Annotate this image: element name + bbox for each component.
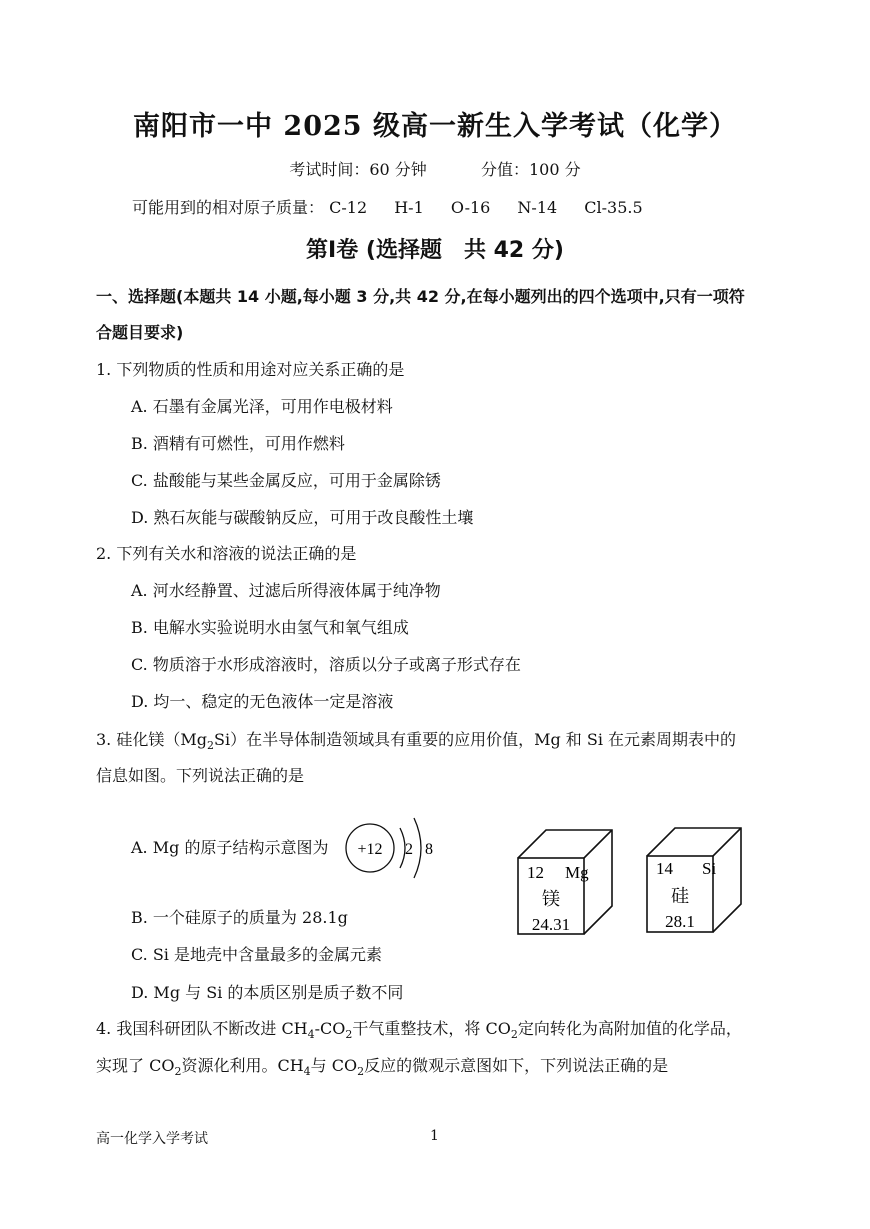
- q3-option-c: C. Si 是地壳中含量最多的金属元素: [131, 945, 383, 964]
- question-1-stem: 1. 下列物质的性质和用途对应关系正确的是: [96, 360, 405, 379]
- shell-arc-2: [414, 818, 421, 878]
- mg-symbol: Mg: [565, 863, 589, 882]
- shell-2-electrons: 8: [425, 841, 433, 858]
- q4-text-6: 资源化利用。CH: [181, 1056, 304, 1075]
- q3-option-d: D. Mg 与 Si 的本质区别是质子数不同: [131, 983, 404, 1002]
- mg-atom-structure-diagram: [338, 810, 448, 886]
- q3-stem-sub: 2: [206, 739, 214, 753]
- q3-stem-suffix: Si）在半导体制造领域具有重要的应用价值，Mg 和 Si 在元素周期表中的: [213, 730, 737, 749]
- q4-text-4: 定向转化为高附加值的化学品，: [517, 1019, 742, 1038]
- q2-option-c: C. 物质溶于水形成溶液时，溶质以分子或离子形式存在: [131, 655, 521, 674]
- section-title: 第Ⅰ卷 (选择题 共 42 分): [306, 238, 564, 263]
- q4-sub-4: 2: [174, 1065, 182, 1079]
- q4-sub-3: 2: [510, 1028, 518, 1042]
- q1-option-d: D. 熟石灰能与碳酸钠反应，可用于改良酸性土壤: [131, 508, 474, 527]
- atomic-masses-label: 可能用到的相对原子质量：: [132, 198, 325, 217]
- q4-text-1: 4. 我国科研团队不断改进 CH: [96, 1019, 308, 1038]
- q2-option-b: B. 电解水实验说明水由氢气和氧气组成: [131, 618, 409, 637]
- mg-atomic-number: 12: [527, 863, 544, 882]
- question-3-stem: [96, 727, 736, 752]
- q4-sub-2: 2: [345, 1028, 353, 1042]
- atomic-masses: [132, 195, 665, 218]
- q4-text-2: -CO: [314, 1019, 346, 1038]
- mg-atomic-mass: 24.31: [531, 915, 571, 934]
- exam-meta: [0, 157, 870, 180]
- question-2-stem: 2. 下列有关水和溶液的说法正确的是: [96, 544, 357, 563]
- mass-h: H-1: [394, 198, 424, 217]
- nucleus-charge: +12: [357, 841, 383, 858]
- mass-n: N-14: [517, 198, 558, 217]
- q4-sub-6: 2: [357, 1065, 365, 1079]
- si-atomic-mass: 28.1: [665, 912, 695, 931]
- q1-option-c: C. 盐酸能与某些金属反应，可用于金属除锈: [131, 471, 441, 490]
- q3-option-b: B. 一个硅原子的质量为 28.1g: [131, 908, 348, 927]
- exam-score: 分值：100 分: [481, 160, 581, 179]
- si-name: 硅: [671, 886, 689, 906]
- element-box-mg: [515, 826, 615, 938]
- q2-option-d: D. 均一、稳定的无色液体一定是溶液: [131, 692, 394, 711]
- exam-time: 考试时间：60 分钟: [289, 160, 427, 179]
- q4-sub-5: 4: [303, 1065, 311, 1079]
- q4-sub-1: 4: [307, 1028, 315, 1042]
- footer-page-number: 1: [430, 1128, 439, 1144]
- shell-1-electrons: 2: [405, 841, 413, 858]
- q4-text-8: 反应的微观示意图如下，下列说法正确的是: [364, 1056, 669, 1075]
- mass-c: C-12: [329, 198, 368, 217]
- exam-title: 南阳市一中 2025 级高一新生入学考试（化学）: [133, 111, 737, 142]
- q3-option-a: A. Mg 的原子结构示意图为: [131, 838, 329, 857]
- q3-stem-prefix: 3. 硅化镁（Mg: [96, 730, 207, 749]
- mass-cl: Cl-35.5: [584, 198, 643, 217]
- section-instruction: 一、选择题(本题共 14 小题,每小题 3 分,共 42 分,在每小题列出的四个选项中,只有一项符: [96, 287, 745, 306]
- q4-text-7: 与 CO: [310, 1056, 358, 1075]
- si-atomic-number: 14: [656, 859, 673, 878]
- q2-option-a: A. 河水经静置、过滤后所得液体属于纯净物: [131, 581, 441, 600]
- section-instruction-cont: 合题目要求): [96, 323, 184, 342]
- q1-option-a: A. 石墨有金属光泽，可用作电极材料: [131, 397, 393, 416]
- q4-text-5: 实现了 CO: [96, 1056, 175, 1075]
- element-box-si: [644, 824, 744, 936]
- question-4-stem: [96, 1016, 742, 1041]
- mg-name: 镁: [542, 889, 560, 909]
- q1-option-b: B. 酒精有可燃性，可用作燃料: [131, 434, 345, 453]
- q4-text-3: 干气重整技术，将 CO: [352, 1019, 511, 1038]
- si-symbol: Si: [702, 859, 717, 878]
- mass-o: O-16: [450, 198, 491, 217]
- question-3-stem-cont: 信息如图。下列说法正确的是: [96, 766, 305, 785]
- question-4-stem-cont: [96, 1053, 668, 1078]
- footer-exam-name: 高一化学入学考试: [96, 1131, 208, 1147]
